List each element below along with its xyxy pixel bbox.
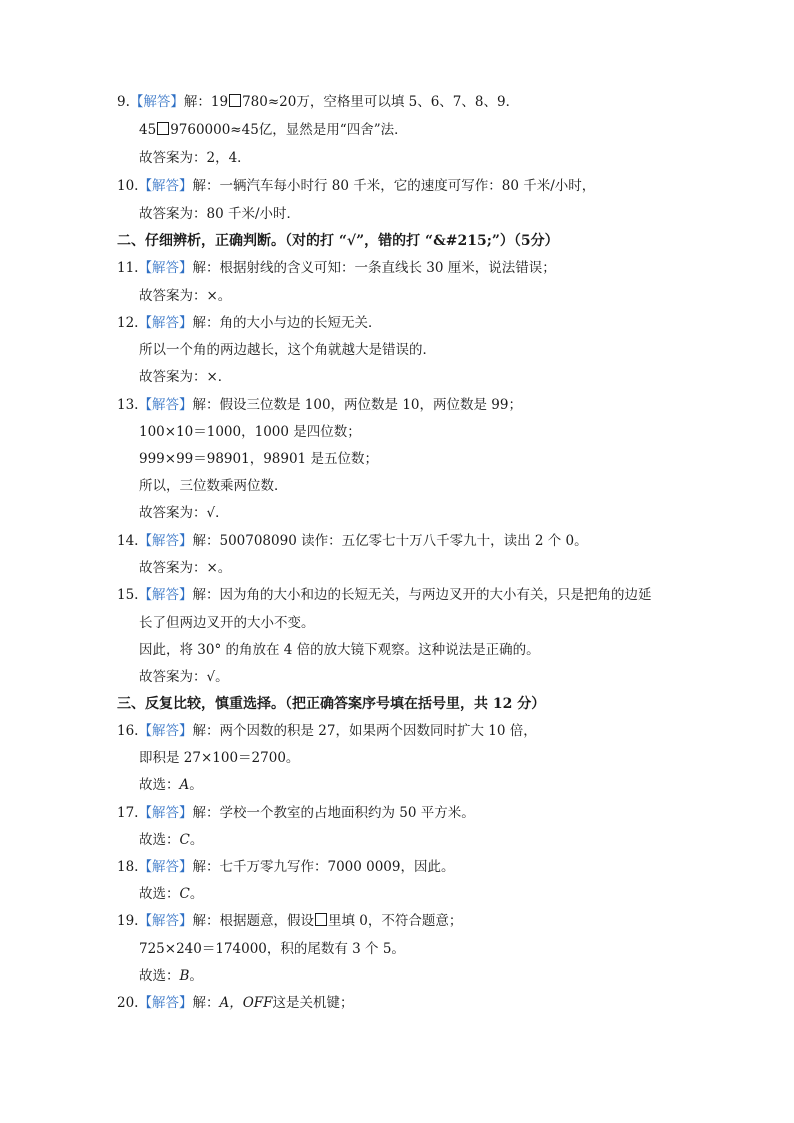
answer-tag: 【解答】 xyxy=(138,805,193,821)
answer-tag: 【解答】 xyxy=(138,859,193,875)
blank-box-icon xyxy=(229,94,241,107)
question-number: 10. xyxy=(117,178,139,194)
answer-tag: 【解答】 xyxy=(138,397,193,413)
answer-tag: 【解答】 xyxy=(138,587,193,603)
answer-18-line-1: 18.【解答】解：七千万零九写作：7000 0009，因此。 xyxy=(117,859,455,875)
answer-12-line-1: 12.【解答】解：角的大小与边的长短无关． xyxy=(117,315,382,331)
answer-11-line-1: 11.【解答】解：根据射线的含义可知：一条直线长 30 厘米，说法错误； xyxy=(117,260,556,276)
answer-tag: 【解答】 xyxy=(138,178,193,194)
answer-10-line-1: 10.【解答】解：一辆汽车每小时行 80 千米，它的速度可写作：80 千米/小时， xyxy=(117,178,596,194)
answer-16-line-3: 故选：A。 xyxy=(139,777,203,793)
section-heading-3: 三、反复比较，慎重选择。（把正确答案序号填在括号里，共 12 分） xyxy=(117,696,546,712)
question-number: 14. xyxy=(117,533,139,549)
question-number: 17. xyxy=(117,805,139,821)
answer-18-line-2: 故选：C。 xyxy=(139,886,204,902)
answer-13-line-1: 13.【解答】解：假设三位数是 100，两位数是 10，两位数是 99； xyxy=(117,397,522,413)
answer-15-line-4: 故答案为：√。 xyxy=(139,669,229,685)
answer-13-line-5: 故答案为：√． xyxy=(139,505,229,521)
answer-19-line-3: 故选：B。 xyxy=(139,968,203,984)
section-heading-2: 二、仔细辨析，正确判断。（对的打 “√”，错的打 “&#215;”）（5分） xyxy=(117,233,559,249)
answer-15-line-3: 因此，将 30° 的角放在 4 倍的放大镜下观察。这种说法是正确的。 xyxy=(139,642,540,658)
answer-19-line-2: 725×240＝174000，积的尾数有 3 个 5。 xyxy=(139,941,405,957)
question-number: 18. xyxy=(117,859,139,875)
answer-13-line-2: 100×10＝1000，1000 是四位数； xyxy=(139,424,361,440)
blank-box-icon xyxy=(157,122,169,135)
answer-14-line-2: 故答案为：×。 xyxy=(139,560,232,576)
answer-9-line-3: 故答案为：2，4． xyxy=(139,150,251,166)
answer-tag: 【解答】 xyxy=(138,723,193,739)
answer-13-line-3: 999×99＝98901，98901 是五位数； xyxy=(139,451,378,467)
question-number: 9. xyxy=(117,94,130,110)
answer-16-line-2: 即积是 27×100＝2700。 xyxy=(139,750,300,766)
answer-tag: 【解答】 xyxy=(129,94,184,110)
answer-14-line-1: 14.【解答】解：500708090 读作：五亿零七十万八千零九十，读出 2 个 0。 xyxy=(117,533,588,549)
answer-13-line-4: 所以，三位数乘两位数． xyxy=(139,478,288,494)
answer-tag: 【解答】 xyxy=(138,533,193,549)
question-number: 19. xyxy=(117,913,139,929)
answer-17-line-2: 故选：C。 xyxy=(139,832,204,848)
blank-box-icon xyxy=(315,913,327,926)
answer-15-line-1: 15.【解答】解：因为角的大小和边的长短无关，与两边叉开的大小有关，只是把角的边延 xyxy=(117,587,652,603)
question-number: 13. xyxy=(117,397,139,413)
question-number: 20. xyxy=(117,995,139,1011)
answer-12-line-2: 所以一个角的两边越长，这个角就越大是错误的． xyxy=(139,342,436,358)
answer-9-line-2: 45 9760000≈45亿，显然是用“四舍”法． xyxy=(139,122,408,138)
answer-19-line-1: 19.【解答】解：根据题意，假设 里填 0，不符合题意； xyxy=(117,913,463,929)
question-number: 15. xyxy=(117,587,139,603)
answer-tag: 【解答】 xyxy=(138,995,193,1011)
answer-tag: 【解答】 xyxy=(138,260,193,276)
answer-12-line-3: 故答案为：×． xyxy=(139,369,232,385)
answer-17-line-1: 17.【解答】解：学校一个教室的占地面积约为 50 平方米。 xyxy=(117,805,475,821)
question-number: 12. xyxy=(117,315,139,331)
answer-9-line-1: 9.【解答】解：19 780≈20万，空格里可以填 5、6、7、8、9． xyxy=(117,94,520,110)
answer-20-line-1: 20.【解答】解：A，OFF这是关机键； xyxy=(117,995,354,1011)
answer-16-line-1: 16.【解答】解：两个因数的积是 27，如果两个因数同时扩大 10 倍， xyxy=(117,723,537,739)
question-number: 16. xyxy=(117,723,139,739)
answer-10-line-2: 故答案为：80 千米/小时． xyxy=(139,206,301,222)
answer-11-line-2: 故答案为：×。 xyxy=(139,288,232,304)
answer-15-line-2: 长了但两边叉开的大小不变。 xyxy=(139,615,315,631)
answer-tag: 【解答】 xyxy=(138,913,193,929)
answer-tag: 【解答】 xyxy=(138,315,193,331)
question-number: 11. xyxy=(117,260,139,276)
